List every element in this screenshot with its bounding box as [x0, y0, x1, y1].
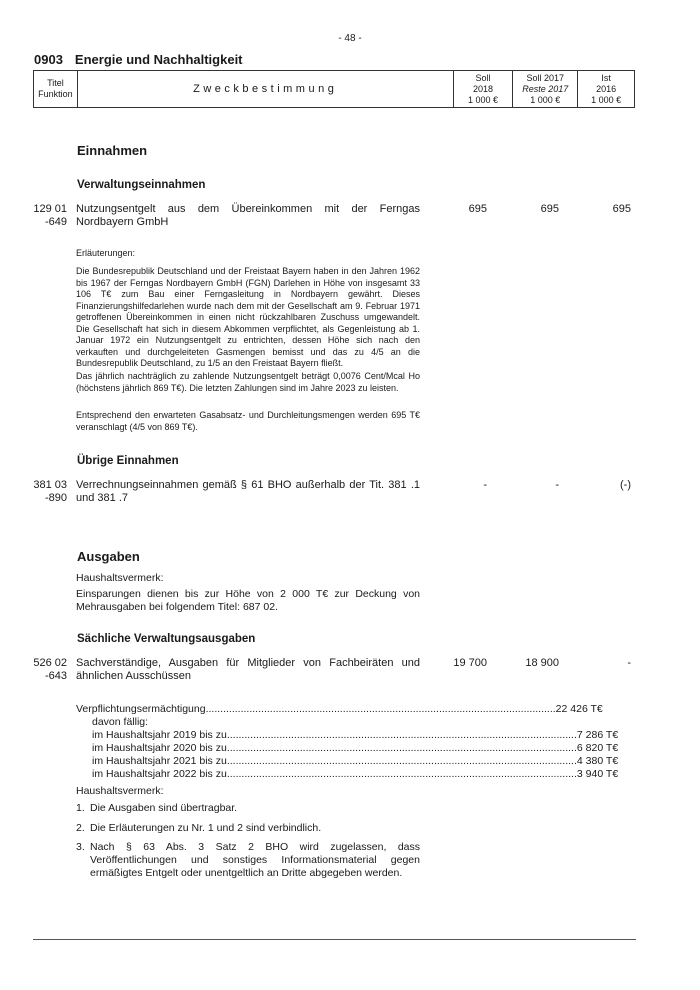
table-header — [33, 70, 635, 108]
header-soll17-line3: 1 000 € — [530, 94, 561, 105]
header-soll-line1: Soll — [475, 72, 491, 83]
header-soll-line2: 2018 — [472, 83, 494, 94]
haushaltsvermerk-text: Einsparungen dienen bis zur Höhe von 2 000 T€ zur Deckung von Mehrausgaben bei folgendem Titel: 687 02. — [76, 588, 420, 613]
verpflichtung-value: 22 426 T€ — [555, 703, 603, 715]
item-text-129-01: Nutzungsentgelt aus dem Übereinkommen mit der Ferngas Nordbayern GmbH — [76, 203, 420, 228]
haushaltsvermerk2-label: Haushaltsvermerk: — [76, 785, 164, 797]
header-soll-2017 — [513, 71, 578, 107]
erlaeuterungen-p1: Die Bundesrepublik Deutschland und der Freistaat Bayern haben in den Jahren 1962 bis 1967 der Ferngas Nordbayern GmbH (FGN) Darlehen in Höhe von insgesamt 33 106 T€ zum Bau einer Ferngasleitung in Nordbayern gewährt. Dieses Finanzierungshilfedarlehen wurde nach dem mit der Gesellschaft am 9. Februar 1971 getroffenen Übereinkommen in einen nicht rückzahlbaren Zuschuss umgewandelt. Die Gesellschaft hat sich in diesem Abkommen verpflichtet, als Gegenleistung ab 1. Januar 1972 ein Nutzungsentgelt zu entrichten, dessen Höhe sich nach den verkauften und durchgeleiteten Gasmengen bemisst und das zu 4/5 an die Bundesrepublik Deutschland, zu 1/5 an den Freistaat Bayern fließt. — [76, 266, 420, 368]
item-text-381-03: Verrechnungseinnahmen gemäß § 61 BHO außerhalb der Tit. 381 .1 und 381 .7 — [76, 479, 420, 504]
amount-soll17-129-01: 695 — [540, 203, 559, 215]
verpflichtungsermaechtigung-row — [76, 703, 603, 716]
faellig-label: im Haushaltsjahr 2019 bis zu — [92, 729, 227, 741]
faellig-row-2022 — [76, 768, 619, 781]
list-text: Die Ausgaben sind übertragbar. — [90, 802, 238, 814]
header-ist-line3: 1 000 € — [591, 94, 622, 105]
header-soll17-line2: Reste 2017 — [522, 83, 569, 94]
list-number: 1. — [76, 802, 85, 814]
titel-number: 526 02 — [33, 657, 67, 669]
faellig-label: im Haushaltsjahr 2021 bis zu — [92, 755, 227, 767]
faellig-row-2021 — [76, 755, 619, 768]
footer-rule — [33, 939, 636, 940]
list-text: Die Erläuterungen zu Nr. 1 und 2 sind verbindlich. — [90, 822, 322, 834]
titel-number: 381 03 — [33, 479, 67, 491]
faellig-value: 3 940 T€ — [576, 768, 619, 780]
davon-faellig-label: davon fällig: — [92, 716, 149, 728]
davon-faellig-row — [76, 716, 420, 729]
amount-soll-526-02: 19 700 — [453, 657, 487, 669]
erlaeuterungen-label: Erläuterungen: — [76, 248, 136, 258]
header-soll-2018 — [454, 71, 514, 107]
chapter-heading — [34, 52, 243, 67]
header-ist-line1: Ist — [601, 72, 611, 83]
amount-soll17-526-02: 18 900 — [525, 657, 559, 669]
section-ausgaben: Ausgaben — [77, 549, 140, 564]
faellig-row-2020 — [76, 742, 619, 755]
amount-soll-129-01: 695 — [468, 203, 487, 215]
leader-dots: ........................................................................................................................ — [226, 742, 577, 754]
chapter-title: Energie und Nachhaltigkeit — [74, 52, 243, 67]
funktion-number: -649 — [44, 216, 67, 228]
leader-dots: ........................................................................................................................ — [226, 768, 577, 780]
erlaeuterungen-p2: Das jährlich nachträglich zu zahlende Nutzungsentgelt beträgt 0,0076 Cent/Mcal Ho (höchstens jährlich 869 T€). Die letzten Zahlungen sind im Jahre 2023 zu leisten. — [76, 371, 420, 393]
chapter-number: 0903 — [34, 52, 63, 67]
haushaltsvermerk-item-1 — [76, 802, 420, 815]
faellig-row-2019 — [76, 729, 619, 742]
faellig-value: 7 286 T€ — [576, 729, 619, 741]
amount-soll-381-03: - — [483, 479, 487, 491]
haushaltsvermerk-label: Haushaltsvermerk: — [76, 572, 164, 584]
amount-ist-129-01: 695 — [612, 203, 631, 215]
list-number: 2. — [76, 822, 85, 834]
item-text-526-02: Sachverständige, Ausgaben für Mitglieder von Fachbeiräten und ähnlichen Ausschüssen — [76, 657, 420, 682]
titel-381-03 — [33, 479, 67, 505]
amount-ist-526-02: - — [627, 657, 631, 669]
heading-uebrige-einnahmen: Übrige Einnahmen — [77, 455, 179, 467]
faellig-value: 6 820 T€ — [576, 742, 619, 754]
header-titel-line1: Titel — [47, 78, 64, 88]
section-einnahmen: Einnahmen — [77, 143, 148, 158]
haushaltsvermerk-item-2 — [76, 822, 420, 835]
header-zweckbestimmung: Zweckbestimmung — [78, 71, 454, 107]
leader-dots: ........................................................................................................................ — [205, 703, 556, 715]
verpflichtung-label: Verpflichtungsermächtigung — [76, 703, 206, 715]
haushaltsvermerk-item-3 — [76, 841, 420, 880]
header-ist-line2: 2016 — [596, 83, 617, 94]
header-titel — [34, 71, 78, 107]
amount-ist-381-03: (-) — [620, 479, 631, 491]
heading-saechliche-verwaltungsausgaben: Sächliche Verwaltungsausgaben — [77, 633, 256, 645]
funktion-number: -890 — [44, 492, 67, 504]
funktion-number: -643 — [44, 670, 67, 682]
heading-verwaltungseinnahmen: Verwaltungseinnahmen — [77, 179, 206, 191]
leader-dots: ........................................................................................................................ — [226, 755, 577, 767]
titel-129-01 — [33, 203, 67, 229]
list-number: 3. — [76, 841, 85, 853]
header-titel-line2: Funktion — [38, 89, 73, 99]
titel-number: 129 01 — [33, 203, 67, 215]
faellig-label: im Haushaltsjahr 2022 bis zu — [92, 768, 227, 780]
leader-dots: ........................................................................................................................ — [226, 729, 577, 741]
amount-soll17-381-03: - — [555, 479, 559, 491]
list-text: Nach § 63 Abs. 3 Satz 2 BHO wird zugelassen, dass Veröffentlichungen und sonstiges Informationsmaterial gegen ermäßigtes Entgelt oder unentgeltlich an Dritte abgegeben werden. — [90, 841, 420, 879]
header-soll-line3: 1 000 € — [467, 94, 499, 105]
erlaeuterungen-p3: Entsprechend den erwarteten Gasabsatz- und Durchleitungsmengen werden 695 T€ veranschlagt (4/5 von 869 T€). — [76, 410, 420, 432]
page-number: - 48 - — [338, 33, 362, 44]
header-ist-2016 — [578, 71, 634, 107]
titel-526-02 — [33, 657, 67, 683]
faellig-label: im Haushaltsjahr 2020 bis zu — [92, 742, 227, 754]
header-soll17-line1: Soll 2017 — [526, 72, 565, 83]
faellig-value: 4 380 T€ — [576, 755, 619, 767]
